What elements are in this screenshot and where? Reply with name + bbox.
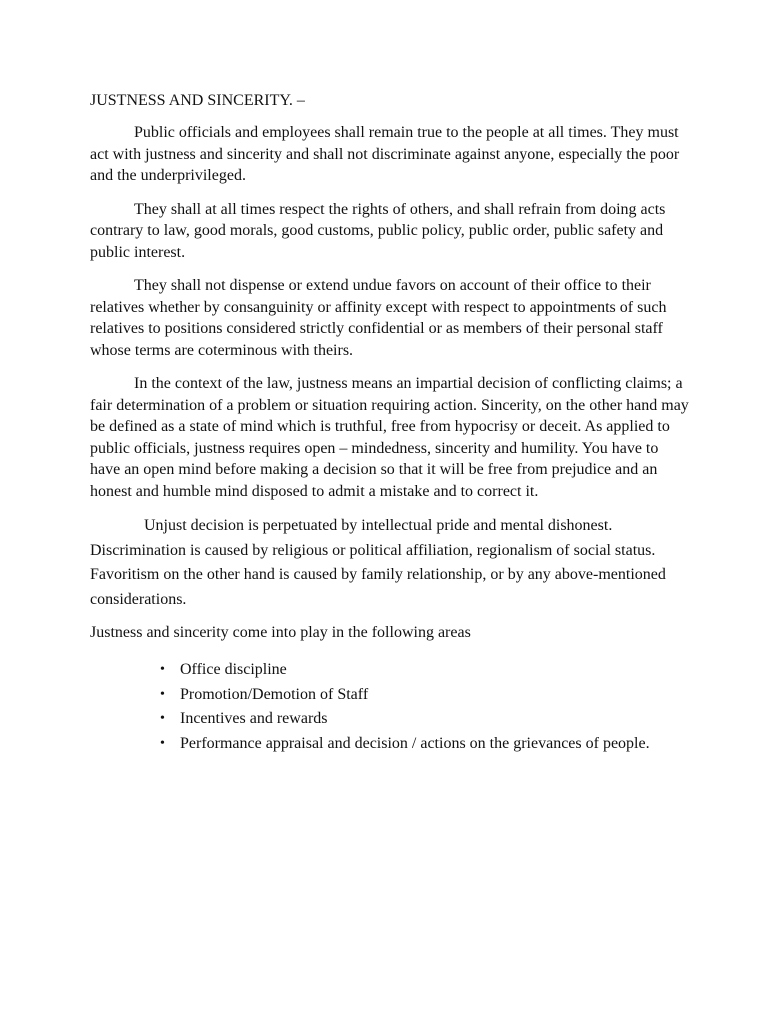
bullet-icon: • [160, 735, 165, 751]
paragraph-1: Public officials and employees shall remain true to the people at all times. They must act with justness and sincerity and shall not discriminate against anyone, especially the poor and the underprivileged. [90, 124, 680, 184]
paragraph-5: Unjust decision is perpetuated by intellectual pride and mental dishonest. Discrimination is caused by religious or political affiliation, regionalism of social status. Favoritism on the other hand is caused by family relationship, or by any above-mentioned considerations. [90, 517, 666, 608]
document-heading: JUSTNESS AND SINCERITY. – [90, 92, 305, 109]
list-intro: Justness and sincerity come into play in the following areas [90, 624, 471, 641]
list-item-text: Performance appraisal and decision / actions on the grievances of people. [180, 734, 650, 752]
list-item-text: Incentives and rewards [180, 710, 328, 727]
list-item [160, 658, 690, 683]
bullet-icon: • [160, 686, 165, 702]
bullet-icon: • [160, 711, 165, 726]
list-item [160, 732, 690, 757]
list-item-text: Promotion/Demotion of Staff [180, 685, 369, 703]
paragraph-4: In the context of the law, justness means an impartial decision of conflicting claims; a fair determination of a problem or situation requiring action. Sincerity, on the other hand may be defined as a state of mind which is truthful, free from hypocrisy or deceit. As applied to public officials, justness requires open – mindedness, sincerity and humility. You have to have an open mind before making a decision so that it will be free from prejudice and an honest and humble mind disposed to admit a mistake and to correct it. [90, 375, 689, 500]
paragraph-2: They shall at all times respect the rights of others, and shall refrain from doing acts contrary to law, good morals, good customs, public policy, public order, public safety and public interest. [90, 200, 666, 261]
document-page [90, 90, 690, 756]
bullet-icon: • [160, 662, 165, 677]
bullet-list [90, 658, 690, 756]
paragraph-3: They shall not dispense or extend undue favors on account of their office to their relatives whether by consanguinity or affinity except with respect to appointments of such relatives to positions considered strictly confidential or as members of their personal staff whose terms are coterminous with theirs. [90, 277, 667, 359]
list-item-text: Office discipline [180, 661, 287, 678]
list-item [160, 683, 690, 708]
list-item [160, 707, 690, 732]
